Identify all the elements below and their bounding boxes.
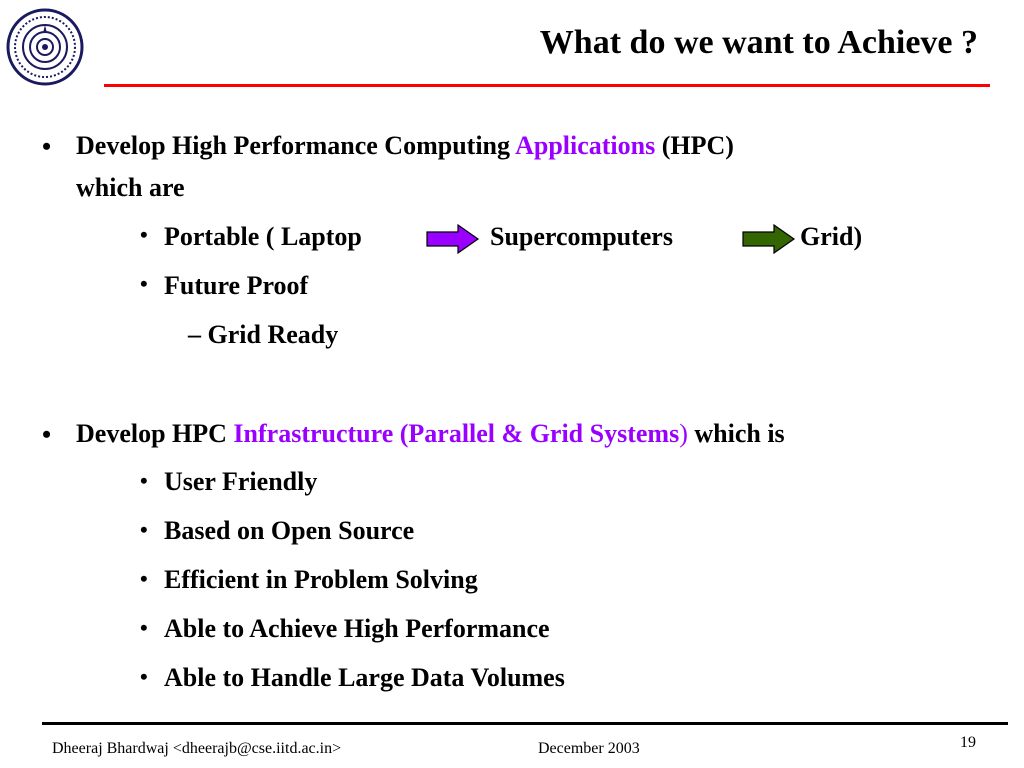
sub-item-future-proof: Future Proof [164, 271, 309, 300]
bullet-1-highlight: Applications [515, 131, 656, 160]
bullet-2-prefix: Develop HPC [76, 419, 234, 448]
iit-delhi-logo [6, 8, 84, 86]
sub-item-portable-middle: Supercomputers [490, 222, 673, 251]
sub-item-portable-start: Portable ( Laptop [164, 222, 362, 251]
sub-sub-item-grid-ready [188, 320, 338, 350]
slide-title: What do we want to Achieve ? [539, 24, 978, 61]
sub-bullet-dot: • [140, 664, 148, 689]
bullet-2-close: ) [679, 419, 688, 448]
sub-bullet-dot: • [140, 271, 148, 296]
footer-divider [42, 722, 1008, 725]
bullet-1-prefix: Develop High Performance Computing [76, 131, 516, 160]
sub-item-large-data: Able to Handle Large Data Volumes [164, 663, 565, 692]
grid-ready-label: Grid Ready [207, 320, 339, 349]
sub-item-user-friendly: User Friendly [164, 467, 318, 496]
title-divider [104, 84, 990, 87]
dash: – [188, 320, 201, 349]
arrow-right-icon [742, 224, 796, 254]
footer-date: December 2003 [538, 740, 640, 757]
bullet-1-suffix: (HPC) [655, 131, 734, 160]
bullet-1-line2: which are [76, 173, 185, 202]
footer-author: Dheeraj Bhardwaj <dheerajb@cse.iitd.ac.in> [52, 740, 342, 757]
bullet-dot: • [42, 420, 52, 449]
bullet-2-suffix: which is [687, 419, 785, 448]
sub-item-high-performance: Able to Achieve High Performance [164, 614, 550, 643]
sub-bullet-dot: • [140, 517, 148, 542]
bullet-2-highlight: Infrastructure (Parallel & Grid Systems [233, 419, 680, 448]
bullet-1-line1 [76, 131, 734, 161]
page-number: 19 [960, 734, 976, 751]
arrow-right-icon [426, 224, 480, 254]
sub-item-efficient: Efficient in Problem Solving [164, 565, 478, 594]
bullet-2-line [76, 419, 785, 449]
sub-item-portable-end: Grid) [800, 222, 863, 251]
sub-bullet-dot: • [140, 222, 148, 247]
sub-bullet-dot: • [140, 615, 148, 640]
sub-bullet-dot: • [140, 566, 148, 591]
sub-bullet-dot: • [140, 468, 148, 493]
bullet-dot: • [42, 132, 52, 161]
sub-item-open-source: Based on Open Source [164, 516, 415, 545]
